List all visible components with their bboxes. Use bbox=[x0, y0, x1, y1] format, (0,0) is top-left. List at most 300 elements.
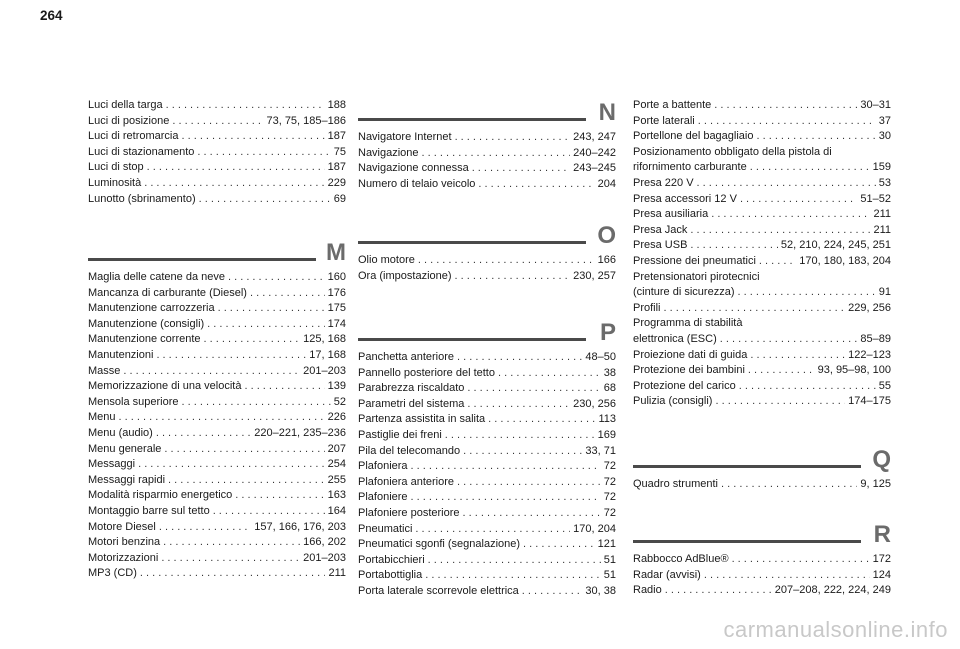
index-pages: 174–175 bbox=[848, 395, 891, 408]
section-header-m bbox=[88, 238, 346, 270]
leader-dots bbox=[455, 269, 571, 283]
index-term: Programma di stabilità bbox=[633, 317, 743, 330]
index-entry bbox=[88, 114, 346, 128]
index-pages: 30 bbox=[878, 130, 891, 143]
index-pages: 230, 256 bbox=[573, 397, 616, 410]
index-entry bbox=[358, 522, 616, 536]
index-pages: 204 bbox=[597, 177, 616, 190]
index-term: Porta laterale scorrevole elettrica bbox=[358, 585, 519, 597]
index-pages: 51 bbox=[603, 553, 616, 566]
leader-dots bbox=[697, 176, 876, 190]
index-entry bbox=[88, 301, 346, 315]
leader-dots bbox=[168, 473, 325, 487]
index-pages: 243–245 bbox=[573, 162, 616, 175]
index-pages: 52 bbox=[333, 395, 346, 408]
leader-dots bbox=[213, 504, 325, 518]
leader-dots bbox=[750, 160, 870, 174]
index-entry bbox=[88, 332, 346, 346]
leader-dots bbox=[411, 459, 601, 473]
leader-dots bbox=[156, 426, 251, 440]
index-term: Luci di stazionamento bbox=[88, 145, 195, 158]
leader-dots bbox=[720, 332, 858, 346]
index-term: Presa USB bbox=[633, 239, 688, 252]
index-entry bbox=[88, 410, 346, 424]
index-pages: 122–123 bbox=[848, 348, 891, 361]
index-term: Radio bbox=[633, 584, 662, 597]
leader-dots bbox=[463, 444, 582, 458]
leader-dots bbox=[698, 114, 876, 128]
index-pages: 201–203 bbox=[303, 551, 346, 564]
index-entry bbox=[358, 568, 616, 582]
index-entry bbox=[88, 176, 346, 190]
section-header-o bbox=[358, 221, 616, 253]
index-entry bbox=[88, 535, 346, 549]
index-entry bbox=[358, 553, 616, 567]
leader-dots bbox=[204, 332, 301, 346]
index-entry bbox=[633, 552, 891, 566]
index-entry bbox=[88, 442, 346, 456]
index-entry bbox=[88, 286, 346, 300]
section-rule bbox=[358, 118, 586, 121]
index-term: Plafoniere posteriore bbox=[358, 507, 460, 519]
leader-dots bbox=[457, 475, 601, 489]
index-pages: 139 bbox=[327, 380, 346, 393]
index-term: Plafoniera anteriore bbox=[358, 475, 455, 488]
index-entry bbox=[633, 176, 891, 190]
index-pages: 48–50 bbox=[585, 351, 616, 363]
index-term: Memorizzazione di una velocità bbox=[88, 380, 242, 393]
index-entry bbox=[633, 316, 891, 330]
index-pages: 211 bbox=[873, 208, 891, 221]
section-header-q bbox=[633, 445, 891, 477]
index-entry bbox=[88, 270, 346, 284]
index-entry bbox=[358, 146, 616, 160]
index-term: elettronica (ESC) bbox=[633, 333, 717, 345]
index-entry bbox=[633, 363, 891, 377]
index-pages: 172 bbox=[872, 553, 891, 565]
index-pages: 55 bbox=[878, 379, 891, 392]
index-term: Manutenzione (consigli) bbox=[88, 317, 205, 330]
index-entry bbox=[88, 317, 346, 331]
index-entry bbox=[633, 285, 891, 299]
index-pages: 157, 166, 176, 203 bbox=[254, 520, 346, 533]
leader-dots bbox=[182, 395, 331, 409]
leader-dots bbox=[665, 583, 772, 597]
index-term: Messaggi bbox=[88, 458, 136, 471]
index-term: Panchetta anteriore bbox=[358, 351, 455, 363]
index-entry bbox=[633, 394, 891, 408]
index-term: Radar (avvisi) bbox=[633, 568, 701, 581]
index-term: Posizionamento obbligato della pistola di bbox=[633, 145, 832, 158]
index-term: Plafoniere bbox=[358, 491, 408, 504]
leader-dots bbox=[750, 348, 845, 362]
index-pages: 211 bbox=[328, 567, 346, 580]
leader-dots bbox=[161, 551, 300, 565]
index-pages: 229, 256 bbox=[848, 301, 891, 314]
index-term: Manutenzione corrente bbox=[88, 333, 201, 346]
index-pages: 243, 247 bbox=[573, 131, 616, 143]
index-term: Pressione dei pneumatici bbox=[633, 255, 756, 267]
index-entry bbox=[88, 160, 346, 174]
index-pages: 160 bbox=[327, 271, 346, 283]
leader-dots bbox=[207, 317, 324, 331]
index-entry bbox=[88, 426, 346, 440]
index-pages: 226 bbox=[327, 411, 346, 424]
index-pages: 30, 38 bbox=[585, 585, 616, 597]
index-term: Presa accessori 12 V bbox=[633, 192, 737, 205]
leader-dots bbox=[428, 553, 601, 567]
index-entry bbox=[88, 488, 346, 502]
section-letter: Q bbox=[872, 446, 891, 473]
index-entry bbox=[633, 270, 891, 284]
leader-dots bbox=[123, 364, 300, 378]
index-entry bbox=[633, 348, 891, 362]
index-entry bbox=[358, 412, 616, 426]
leader-dots bbox=[715, 394, 845, 408]
leader-dots bbox=[704, 568, 870, 582]
index-term: Quadro strumenti bbox=[633, 478, 718, 490]
leader-dots bbox=[445, 428, 595, 442]
leader-dots bbox=[138, 457, 325, 471]
leader-dots bbox=[467, 397, 570, 411]
index-term: Portellone del bagagliaio bbox=[633, 130, 754, 143]
index-entry bbox=[88, 379, 346, 393]
leader-dots bbox=[244, 379, 324, 393]
index-pages: 124 bbox=[872, 568, 891, 581]
section-letter: R bbox=[873, 521, 891, 548]
index-entry bbox=[358, 397, 616, 411]
index-pages: 159 bbox=[872, 161, 891, 174]
index-entry bbox=[358, 537, 616, 551]
index-term: Menu bbox=[88, 411, 116, 424]
index-pages: 38 bbox=[603, 366, 616, 379]
index-pages: 229 bbox=[327, 177, 346, 189]
index-term: Olio motore bbox=[358, 254, 415, 266]
index-term: Partenza assistita in salita bbox=[358, 413, 486, 426]
index-entry bbox=[358, 366, 616, 380]
index-term: Motore Diesel bbox=[88, 520, 156, 533]
index-pages: 240–242 bbox=[573, 146, 616, 159]
index-entry bbox=[88, 504, 346, 518]
index-entry bbox=[358, 381, 616, 395]
index-entry bbox=[358, 475, 616, 489]
index-entry bbox=[633, 238, 891, 252]
leader-dots bbox=[732, 552, 870, 566]
leader-dots bbox=[740, 192, 857, 206]
index-entry bbox=[88, 457, 346, 471]
section-header-p bbox=[358, 318, 616, 350]
index-term: Mensola superiore bbox=[88, 395, 179, 408]
index-term: Parametri del sistema bbox=[358, 397, 465, 410]
index-entry bbox=[88, 395, 346, 409]
index-term: rifornimento carburante bbox=[633, 161, 747, 174]
index-entry bbox=[633, 207, 891, 221]
index-term: Pulizia (consigli) bbox=[633, 395, 713, 408]
index-term: Montaggio barre sul tetto bbox=[88, 505, 210, 517]
index-entry bbox=[633, 332, 891, 346]
index-entry bbox=[633, 254, 891, 268]
index-pages: 85–89 bbox=[860, 333, 891, 345]
index-term: Presa 220 V bbox=[633, 177, 694, 189]
index-term: Proiezione dati di guida bbox=[633, 348, 748, 361]
leader-dots bbox=[455, 130, 571, 144]
index-pages: 30–31 bbox=[860, 99, 891, 111]
index-term: Lunotto (sbrinamento) bbox=[88, 192, 196, 205]
index-pages: 170, 180, 183, 204 bbox=[799, 255, 891, 267]
index-entry bbox=[358, 444, 616, 458]
index-term: Motori benzina bbox=[88, 536, 161, 549]
index-entry bbox=[88, 192, 346, 206]
index-entry bbox=[88, 566, 346, 580]
index-pages: 73, 75, 185–186 bbox=[266, 114, 346, 127]
index-entry bbox=[358, 490, 616, 504]
index-term: Portabottiglia bbox=[358, 569, 423, 582]
leader-dots bbox=[523, 537, 595, 551]
index-pages: 163 bbox=[327, 489, 346, 502]
index-pages: 220–221, 235–236 bbox=[254, 427, 346, 439]
index-term: Menu generale bbox=[88, 442, 162, 455]
index-pages: 69 bbox=[333, 192, 346, 205]
index-term: Ora (impostazione) bbox=[358, 269, 452, 282]
leader-dots bbox=[166, 98, 325, 112]
index-pages: 53 bbox=[878, 177, 891, 189]
index-term: Parabrezza riscaldato bbox=[358, 382, 465, 395]
index-entry bbox=[633, 114, 891, 128]
leader-dots bbox=[181, 129, 324, 143]
index-pages: 72 bbox=[603, 507, 616, 519]
index-pages: 93, 95–98, 100 bbox=[817, 364, 891, 377]
index-entry bbox=[358, 459, 616, 473]
index-pages: 9, 125 bbox=[860, 478, 891, 490]
section-rule bbox=[633, 540, 861, 543]
index-entry bbox=[88, 551, 346, 565]
index-entry bbox=[358, 161, 616, 175]
index-entry bbox=[633, 160, 891, 174]
index-term: Mancanza di carburante (Diesel) bbox=[88, 286, 247, 299]
leader-dots bbox=[721, 477, 857, 491]
leader-dots bbox=[159, 520, 251, 534]
leader-dots bbox=[522, 584, 583, 598]
index-pages: 52, 210, 224, 245, 251 bbox=[780, 239, 891, 252]
index-entry bbox=[358, 428, 616, 442]
index-pages: 187 bbox=[327, 130, 346, 143]
index-entry bbox=[633, 568, 891, 582]
leader-dots bbox=[415, 522, 570, 536]
index-entry bbox=[633, 379, 891, 393]
leader-dots bbox=[488, 412, 595, 426]
index-pages: 176 bbox=[327, 286, 346, 299]
index-entry bbox=[633, 477, 891, 491]
index-pages: 254 bbox=[327, 458, 346, 471]
index-entry bbox=[88, 145, 346, 159]
index-entry bbox=[358, 177, 616, 191]
section-letter: N bbox=[598, 99, 616, 126]
index-term: Presa Jack bbox=[633, 223, 688, 236]
index-term: Navigazione connessa bbox=[358, 162, 469, 175]
leader-dots bbox=[418, 253, 595, 267]
index-pages: 170, 204 bbox=[573, 522, 616, 535]
leader-dots bbox=[467, 381, 600, 395]
leader-dots bbox=[472, 161, 570, 175]
leader-dots bbox=[164, 442, 324, 456]
index-term: Luci di posizione bbox=[88, 114, 170, 127]
index-pages: 91 bbox=[878, 286, 891, 299]
index-term: Luci di retromarcia bbox=[88, 130, 179, 143]
leader-dots bbox=[714, 98, 857, 112]
section-letter: M bbox=[326, 239, 346, 266]
index-term: Plafoniera bbox=[358, 460, 408, 473]
index-pages: 207–208, 222, 224, 249 bbox=[774, 584, 891, 597]
index-pages: 169 bbox=[597, 429, 616, 441]
index-pages: 113 bbox=[598, 413, 616, 426]
index-term: Pannello posteriore del tetto bbox=[358, 366, 495, 379]
index-pages: 75 bbox=[333, 145, 346, 158]
leader-dots bbox=[218, 301, 325, 315]
leader-dots bbox=[228, 270, 325, 284]
index-pages: 33, 71 bbox=[585, 444, 616, 457]
index-pages: 230, 257 bbox=[573, 269, 616, 282]
section-rule bbox=[633, 465, 861, 468]
leader-dots bbox=[457, 350, 582, 364]
index-pages: 174 bbox=[327, 317, 346, 330]
index-entry bbox=[633, 192, 891, 206]
index-entry bbox=[88, 364, 346, 378]
section-rule bbox=[358, 338, 586, 341]
index-term: Manutenzioni bbox=[88, 349, 154, 361]
section-letter: P bbox=[599, 319, 616, 346]
section-rule bbox=[88, 258, 316, 261]
index-pages: 37 bbox=[878, 114, 891, 127]
index-term: Luminosità bbox=[88, 177, 142, 189]
leader-dots bbox=[119, 410, 325, 424]
index-entry bbox=[633, 145, 891, 159]
index-pages: 68 bbox=[603, 382, 616, 395]
index-entry bbox=[358, 130, 616, 144]
index-pages: 255 bbox=[327, 473, 346, 486]
index-pages: 72 bbox=[603, 460, 616, 473]
index-entry bbox=[358, 350, 616, 364]
index-term: Modalità risparmio energetico bbox=[88, 489, 233, 502]
index-term: Maglia delle catene da neve bbox=[88, 271, 225, 283]
index-term: Navigatore Internet bbox=[358, 131, 452, 143]
leader-dots bbox=[140, 566, 326, 580]
index-entry bbox=[358, 584, 616, 598]
index-term: Motorizzazioni bbox=[88, 551, 159, 564]
leader-dots bbox=[690, 238, 777, 252]
index-term: Rabbocco AdBlue® bbox=[633, 553, 729, 565]
index-term: Messaggi rapidi bbox=[88, 473, 166, 486]
index-entry bbox=[633, 583, 891, 597]
index-pages: 201–203 bbox=[303, 364, 346, 377]
watermark: carmanualsonline.info bbox=[723, 617, 948, 642]
index-entry bbox=[633, 223, 891, 237]
index-term: Menu (audio) bbox=[88, 427, 153, 439]
leader-dots bbox=[425, 568, 601, 582]
index-entry bbox=[358, 506, 616, 520]
leader-dots bbox=[759, 254, 796, 268]
index-term: Presa ausiliaria bbox=[633, 208, 709, 221]
index-entry bbox=[633, 301, 891, 315]
index-entry bbox=[88, 129, 346, 143]
index-pages: 175 bbox=[327, 302, 346, 315]
index-term: Portabicchieri bbox=[358, 553, 425, 566]
index-term: Protezione dei bambini bbox=[633, 364, 745, 377]
index-pages: 166, 202 bbox=[303, 536, 346, 549]
leader-dots bbox=[163, 535, 300, 549]
leader-dots bbox=[756, 129, 875, 143]
section-header-r bbox=[633, 520, 891, 552]
leader-dots bbox=[147, 160, 325, 174]
leader-dots bbox=[478, 177, 594, 191]
index-pages: 72 bbox=[603, 491, 616, 504]
index-pages: 17, 168 bbox=[309, 349, 346, 361]
index-term: Profili bbox=[633, 301, 661, 314]
index-pages: 164 bbox=[327, 505, 346, 517]
leader-dots bbox=[156, 348, 306, 362]
leader-dots bbox=[235, 488, 324, 502]
index-term: Masse bbox=[88, 364, 121, 377]
leader-dots bbox=[748, 363, 815, 377]
index-entry bbox=[88, 98, 346, 112]
index-pages: 166 bbox=[597, 254, 616, 266]
index-pages: 125, 168 bbox=[303, 333, 346, 346]
leader-dots bbox=[711, 207, 870, 221]
index-pages: 187 bbox=[327, 161, 346, 174]
leader-dots bbox=[422, 146, 571, 160]
index-term: Numero di telaio veicolo bbox=[358, 177, 476, 190]
index-term: Pastiglie dei freni bbox=[358, 429, 442, 441]
index-pages: 211 bbox=[873, 223, 891, 236]
index-term: Pneumatici bbox=[358, 522, 413, 535]
index-pages: 207 bbox=[327, 442, 346, 455]
index-pages: 121 bbox=[597, 538, 616, 551]
index-pages: 188 bbox=[327, 99, 346, 111]
leader-dots bbox=[463, 506, 601, 520]
index-term: Protezione del carico bbox=[633, 379, 736, 392]
leader-dots bbox=[664, 301, 846, 315]
index-entry bbox=[88, 473, 346, 487]
leader-dots bbox=[739, 379, 876, 393]
leader-dots bbox=[737, 285, 875, 299]
index-pages: 51–52 bbox=[860, 192, 891, 205]
index-term: Pila del telecomando bbox=[358, 444, 461, 457]
index-entry bbox=[633, 98, 891, 112]
leader-dots bbox=[498, 366, 601, 380]
leader-dots bbox=[197, 145, 330, 159]
leader-dots bbox=[411, 490, 601, 504]
index-pages: 72 bbox=[603, 475, 616, 488]
page-number: 264 bbox=[40, 8, 63, 23]
index-entry bbox=[358, 269, 616, 283]
index-term: Luci di stop bbox=[88, 161, 144, 174]
leader-dots bbox=[144, 176, 324, 190]
index-term: Porte a battente bbox=[633, 99, 712, 111]
index-entry bbox=[88, 520, 346, 534]
index-term: Pneumatici sgonfi (segnalazione) bbox=[358, 538, 521, 551]
leader-dots bbox=[199, 192, 331, 206]
index-term: Navigazione bbox=[358, 146, 419, 159]
index-term: Manutenzione carrozzeria bbox=[88, 302, 215, 315]
index-entry bbox=[633, 129, 891, 143]
index-pages: 51 bbox=[603, 569, 616, 582]
leader-dots bbox=[690, 223, 870, 237]
leader-dots bbox=[250, 286, 325, 300]
section-rule bbox=[358, 241, 586, 244]
index-term: Luci della targa bbox=[88, 99, 163, 111]
index-entry bbox=[358, 253, 616, 267]
leader-dots bbox=[172, 114, 263, 128]
index-term: Porte laterali bbox=[633, 114, 695, 127]
